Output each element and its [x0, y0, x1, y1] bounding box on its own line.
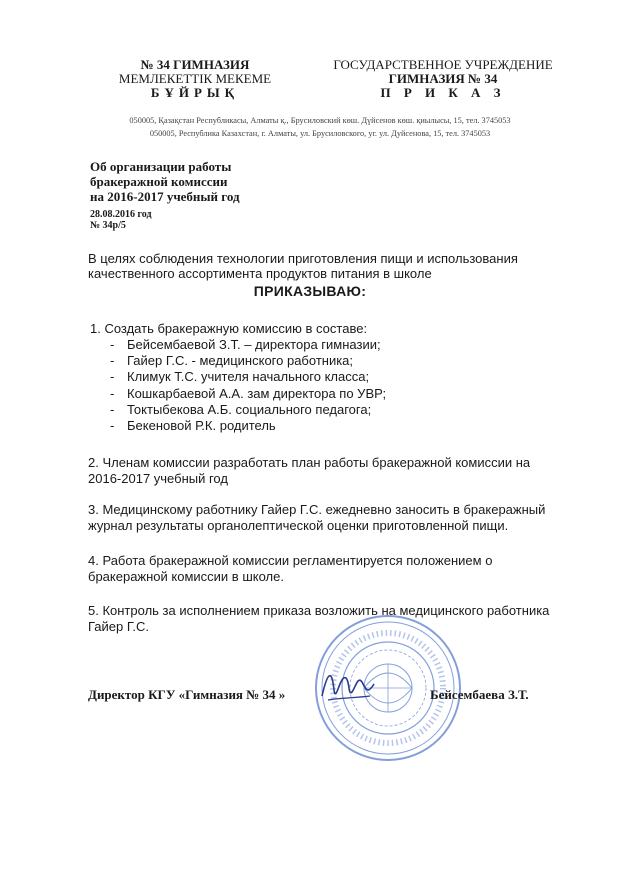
school-name-kz: № 34 ГИМНАЗИЯ — [140, 57, 250, 72]
title-line: Об организации работы — [90, 159, 232, 174]
document-date: 28.08.2016 год — [90, 209, 152, 220]
title-line: бракеражной комиссии — [90, 174, 228, 189]
item-5: 5. Контроль за исполнением приказа возложить на медицинского работника Гайер Г.С. — [88, 603, 550, 634]
member-name: Климук Т.С. учителя начального класса; — [127, 369, 370, 385]
item-3: 3. Медицинскому работнику Гайер Г.С. ежедневно заносить в бракеражный журнал результаты органолептической оценки приготовленной пищи. — [88, 502, 546, 533]
header-russian-block — [318, 58, 568, 100]
document-title — [90, 159, 410, 204]
school-name-ru: ГИМНАЗИЯ № 34 — [388, 71, 498, 86]
address-kz: 050005, Қазақстан Республикасы, Алматы қ., Бруcиловский көш. Дүйсенов көш. қиылысы, 15, тел. 3745053 — [129, 116, 511, 125]
institution-type-kz: МЕМЛЕКЕТТІК МЕКЕМЕ — [118, 71, 272, 86]
institution-type-ru: ГОСУДАРСТВЕННОЕ УЧРЕЖДЕНИЕ — [333, 57, 553, 72]
item-4: 4. Работа бракеражной комиссии регламентируется положением о бракеражной комиссии в школе. — [88, 553, 493, 584]
member-item: - Гайер Г.С. - медицинского работника; — [110, 353, 354, 369]
member-name: Бейсембаевой З.Т. – директора гимназии; — [127, 337, 381, 352]
item-1: 1. Создать бракеражную комиссию в составе: — [90, 321, 368, 336]
order-heading: ПРИКАЗЫВАЮ: — [253, 283, 367, 299]
title-line: на 2016-2017 учебный год — [90, 189, 240, 204]
order-label-ru: П Р И К А З — [380, 85, 506, 100]
member-item: - Бейсембаевой З.Т. – директора гимназии; — [110, 337, 381, 352]
item-2: 2. Членам комиссии разработать план работы бракеражной комиссии на 2016-2017 учебный год — [88, 455, 531, 486]
member-item: - Бекеновой Р.К. родитель — [110, 418, 276, 434]
member-item: - Кошкарбаевой А.А. зам директора по УВР; — [110, 385, 387, 401]
handwritten-signature-icon — [318, 660, 378, 710]
signatory-name: Бейсембаева З.Т. — [430, 687, 529, 702]
header-kazakh-block — [95, 58, 295, 100]
document-meta — [90, 209, 152, 231]
intro-paragraph: В целях соблюдения технологии приготовления пищи и использования качественного ассортимента продуктов питания в школе — [88, 251, 518, 281]
member-name: Кошкарбаевой А.А. зам директора по УВР; — [127, 385, 387, 401]
member-name: Токтыбекова А.Б. социального педагога; — [127, 401, 372, 417]
document-number: № 34р/5 — [90, 220, 126, 231]
member-name: Бекеновой Р.К. родитель — [127, 418, 276, 434]
member-item: - Климук Т.С. учителя начального класса; — [110, 369, 370, 385]
commission-members-list — [110, 337, 386, 434]
member-name: Гайер Г.С. - медицинского работника; — [127, 353, 354, 369]
address-ru: 050005, Республика Казахстан, г. Алматы, ул. Брусиловского, уг. ул. Дуйсенова, 15, тел. 3745053 — [149, 129, 491, 138]
order-label-kz: БҰЙРЫҚ — [150, 85, 240, 100]
member-item: - Токтыбекова А.Б. социального педагога; — [110, 401, 372, 417]
signatory-position: Директор КГУ «Гимназия № 34 » — [88, 687, 286, 702]
